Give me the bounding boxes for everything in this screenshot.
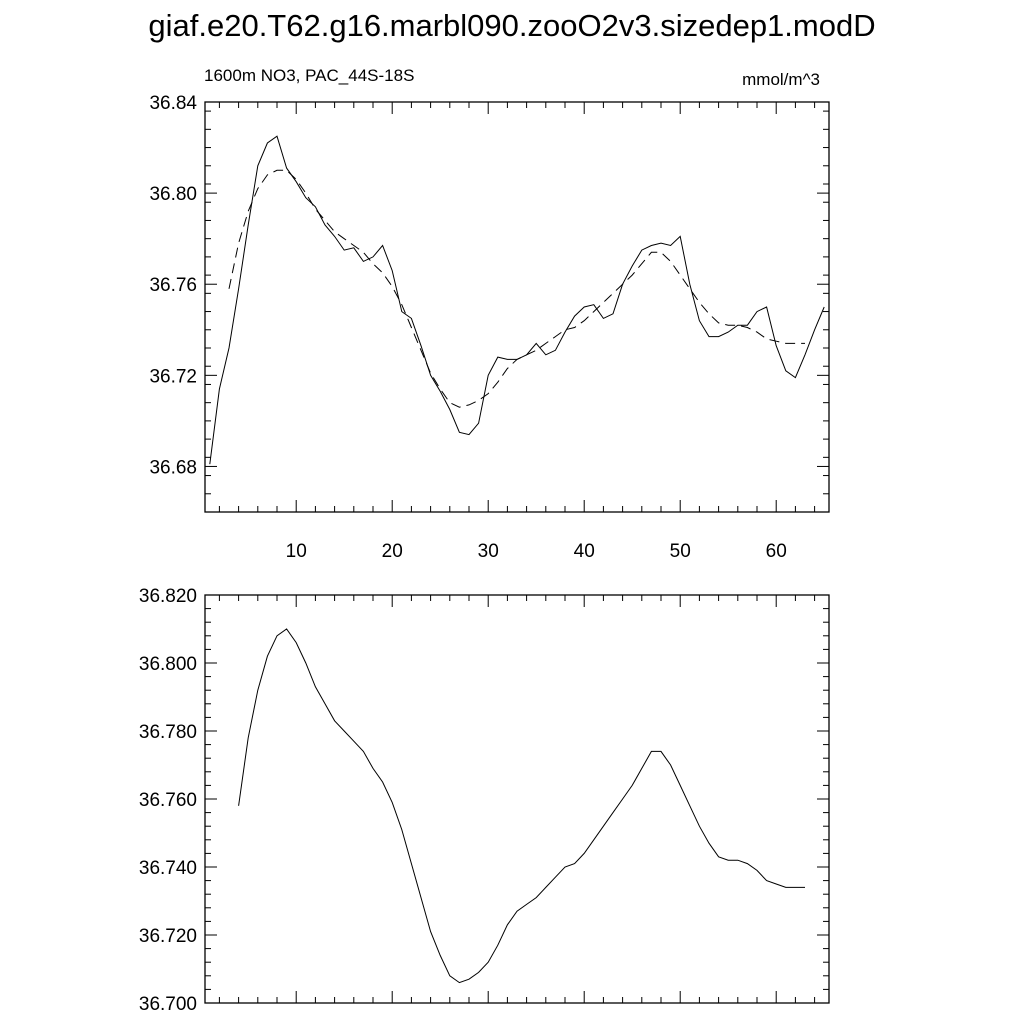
bottom-y-tick-label: 36.700 xyxy=(138,994,197,1015)
top-x-tick-label: 60 xyxy=(765,541,787,562)
bottom-y-tick-label: 36.820 xyxy=(138,586,197,607)
bottom-y-tick-label: 36.780 xyxy=(138,722,197,743)
top-x-tick-label: 20 xyxy=(381,541,403,562)
top-series-solid-line xyxy=(210,136,824,464)
bottom-series-solid-line xyxy=(239,629,805,983)
top-x-tick-label: 10 xyxy=(285,541,307,562)
bottom-plot-frame xyxy=(205,595,829,1003)
top-y-tick-label: 36.72 xyxy=(149,366,197,388)
panel-subtitle: 1600m NO3, PAC_44S-18S xyxy=(204,66,415,85)
top-y-tick-label: 36.76 xyxy=(149,275,197,297)
top-y-tick-label: 36.80 xyxy=(149,184,197,206)
top-x-tick-label: 50 xyxy=(669,541,691,562)
bottom-y-tick-label: 36.720 xyxy=(138,926,197,947)
chart-title: giaf.e20.T62.g16.marbl090.zooO2v3.sizedep1.modD xyxy=(148,8,876,43)
bottom-y-tick-label: 36.760 xyxy=(138,790,197,811)
top-y-tick-label: 36.68 xyxy=(149,457,197,479)
top-x-tick-label: 30 xyxy=(477,541,499,562)
bottom-y-tick-label: 36.740 xyxy=(138,858,197,879)
bottom-y-tick-label: 36.800 xyxy=(138,654,197,675)
top-series-dashed-line xyxy=(229,170,805,407)
top-plot-frame xyxy=(205,102,829,512)
units-label: mmol/m^3 xyxy=(742,70,820,89)
top-y-tick-label: 36.84 xyxy=(149,93,197,114)
top-x-tick-label: 40 xyxy=(573,541,595,562)
